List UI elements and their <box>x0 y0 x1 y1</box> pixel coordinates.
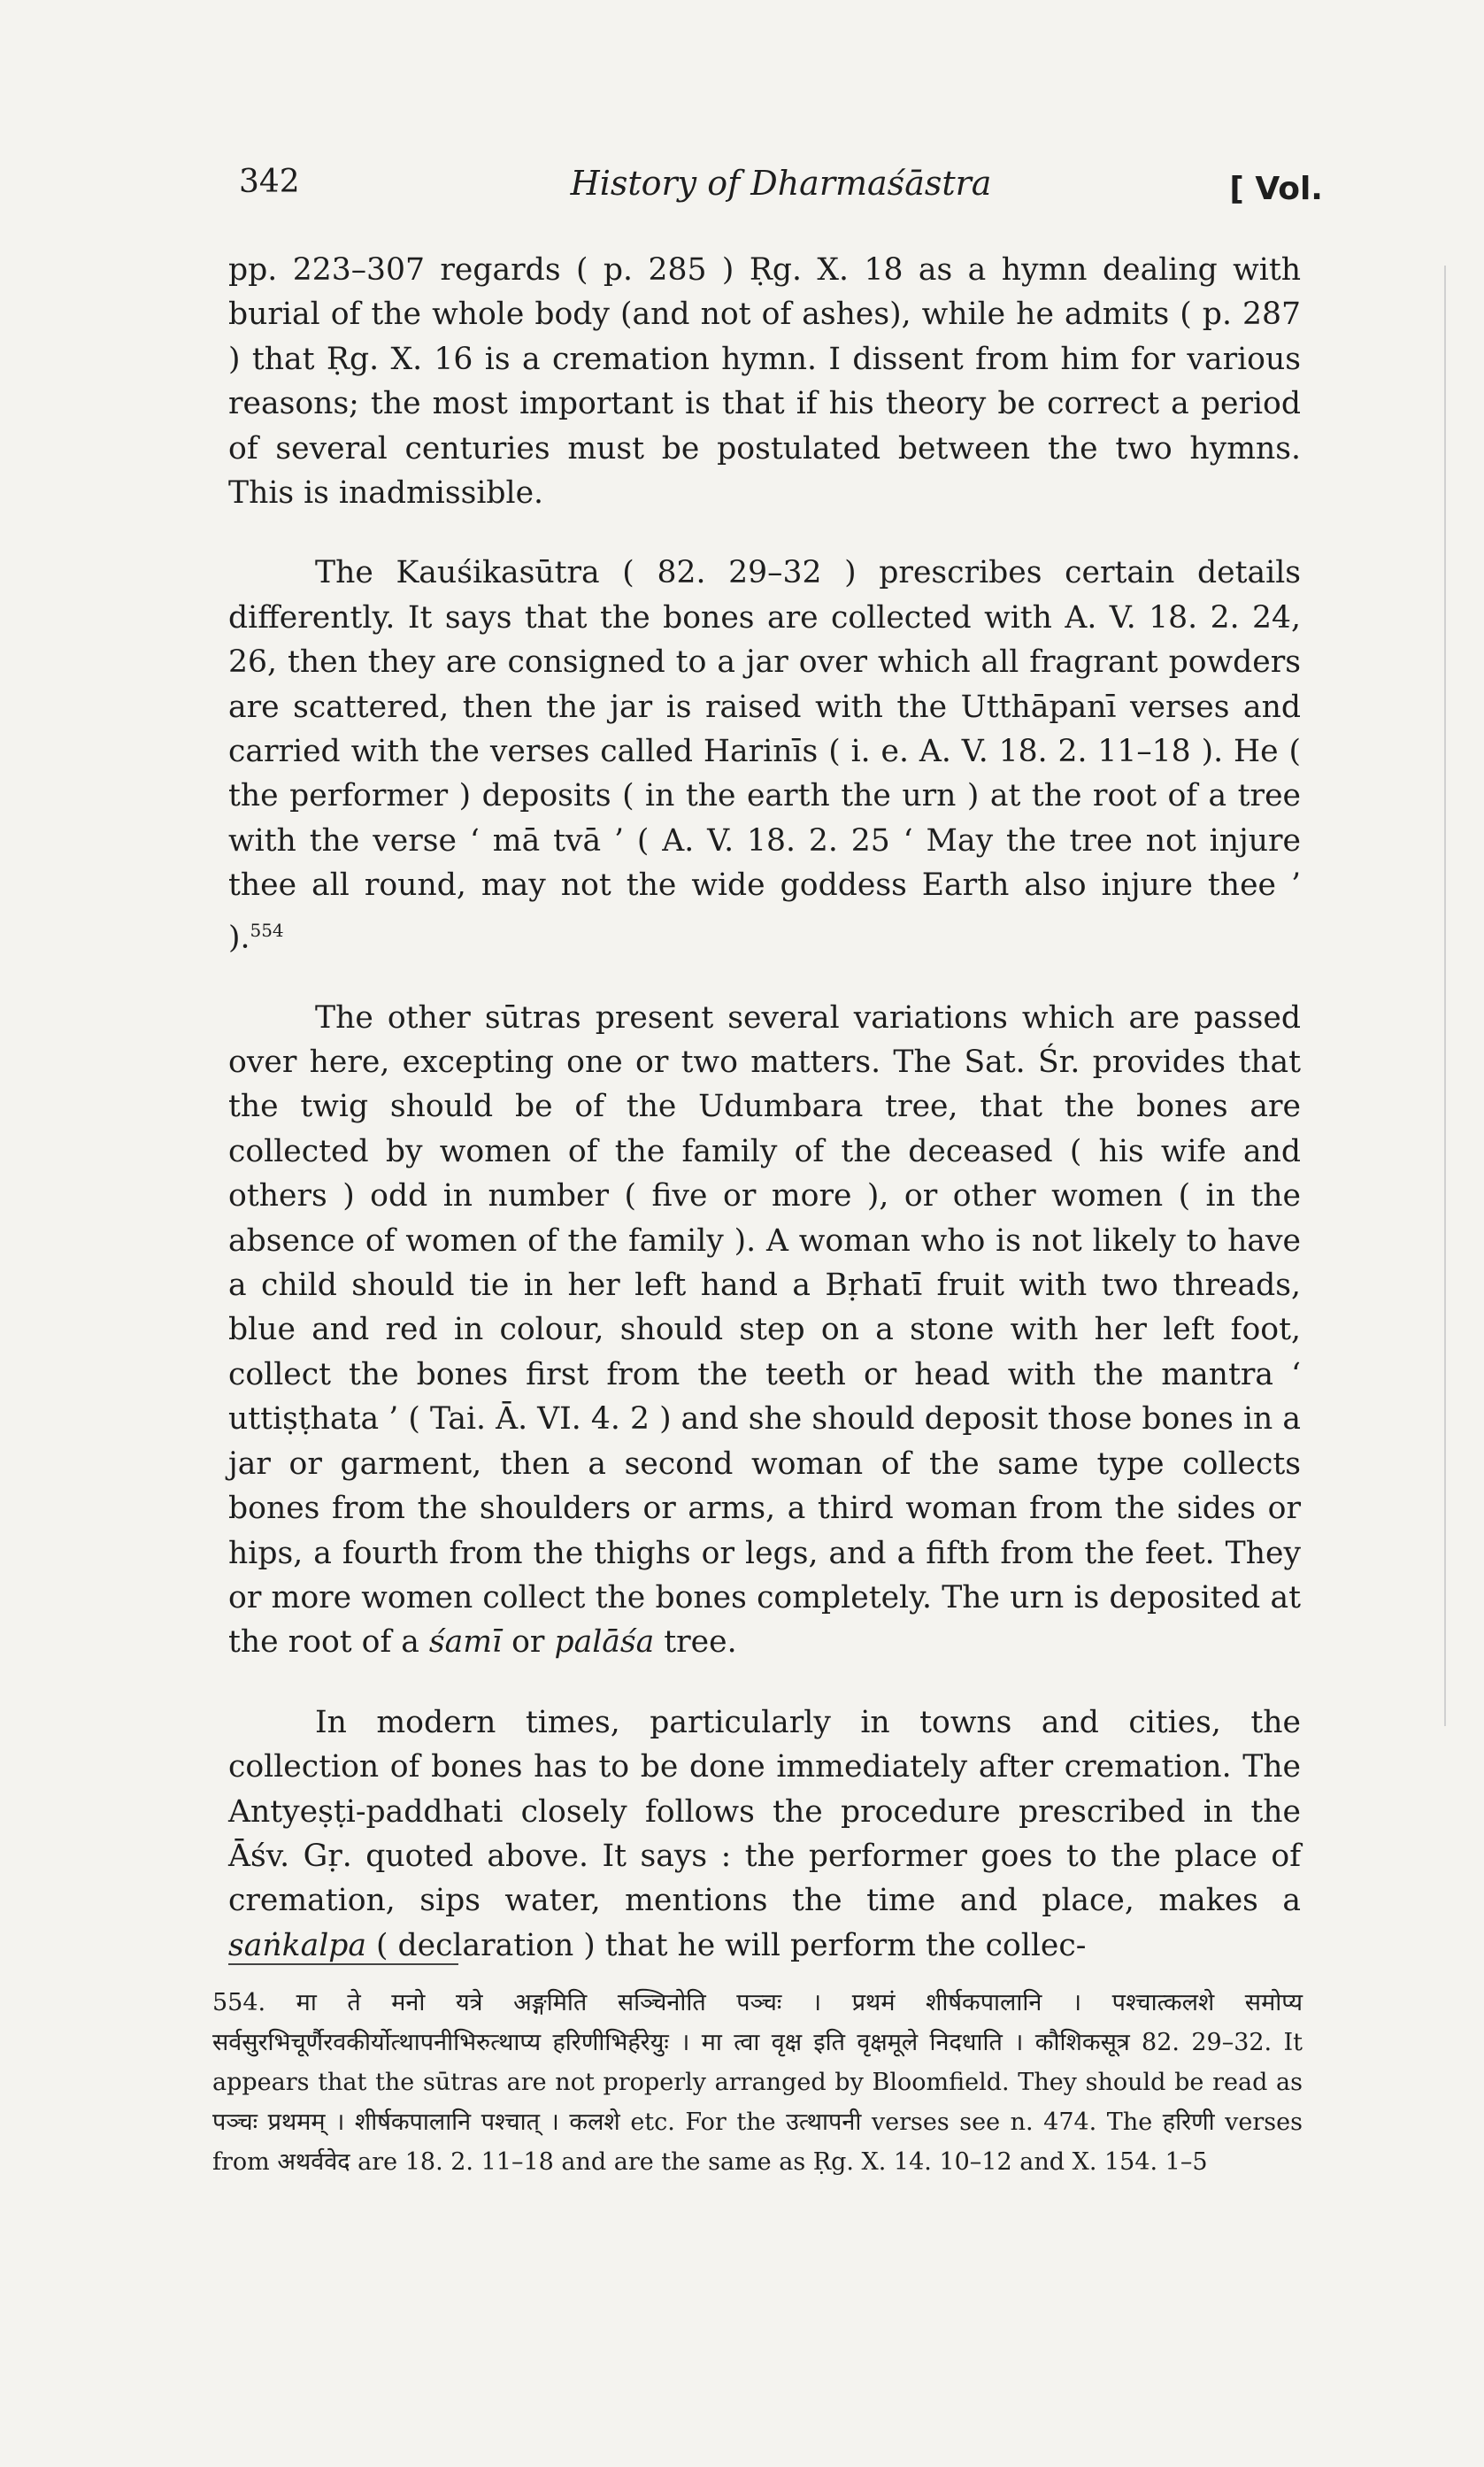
paragraph-2 <box>228 551 1301 960</box>
footnote-reference: 554 <box>250 919 284 941</box>
footnote-text: मा ते मनो यत्रे अङ्गमिति सञ्चिनोति पञ्चः । प्रथमं शीर्षकपालानि । पश्चात्कलशे समोप्य सर्वसुरभिचूर्णैरवकीर्योत्थापनीभिरुत्थाप्य हरिणीभिर्हरेयुः । मा त्वा वृक्ष इति वृक्षमूले निदधाति । कौशिकसूत्र 82. 29–32. It appears that the sūtras are not properly arranged by Bloomfield. They should be read as पञ्चः प्रथमम् । शीर्षकपालानि पश्चात् । कलशे etc. For the उत्थापनी verses see n. 474. The हरिणी verses from अथर्ववेद are 18. 2. 11–18 and are the same as Ṛg. X. 14. 10–12 and X. 154. 1–5 <box>212 1989 1303 2176</box>
running-title: History of Dharmaśāstra <box>570 164 992 203</box>
term-sami: śamī <box>428 1624 503 1661</box>
term-palasa: palāśa <box>554 1624 655 1661</box>
scan-margin-line <box>1444 266 1446 1726</box>
main-text <box>228 248 1301 1968</box>
paragraph-3-text: The other sūtras present several variations which are passed over here, excepting one or two matters. The Sat. Śr. provides that the twig should be of the Udumbara tree, that the bones are collected by women of the family of the deceased ( his wife and others ) odd in number ( five or more ), or other women ( in the absence of women of the family ). A woman who is not likely to have a child should tie in her left hand a Bṛhatī fruit with two threads, blue and red in colour, should step on a stone with her left foot, collect the bones first from the teeth or head with the mantra ‘ uttiṣṭhata ’ ( Tai. Ā. VI. 4. 2 ) and she should deposit those bones in a jar or garment, then a second woman of the same type collects bones from the shoulders or arms, a third woman from the sides or hips, a fourth from the thighs or legs, and a fifth from the feet. They or more women collect the bones completely. The urn is deposited at the root of a <box>228 999 1301 1661</box>
volume-label: [ Vol. <box>1229 171 1323 207</box>
paragraph-1: pp. 223–307 regards ( p. 285 ) Ṛg. X. 18 as a hymn dealing with burial of the whole body (and not of ashes), while he admits ( p. 287 ) that Ṛg. X. 16 is a cremation hymn. I dissent from him for various reasons; the most important is that if his theory be correct a period of several centuries must be postulated between the two hymns. This is inadmissible. <box>228 252 1301 512</box>
term-sankalpa: saṅkalpa <box>228 1927 367 1963</box>
paragraph-4-text: In modern times, particularly in towns and cities, the collection of bones has to be done immediately after cremation. The Antyeṣṭi-paddhati closely follows the procedure prescribed in the Āśv. Gṛ. quoted above. It says : the performer goes to the place of cremation, sips water, mentions the time and place, makes a <box>228 1704 1301 1919</box>
footnote-number: 554. <box>212 1989 266 2016</box>
page-number: 342 <box>239 164 300 200</box>
paragraph-4-end: ( declaration ) that he will perform the collec- <box>366 1927 1087 1963</box>
paragraph-3-end: tree. <box>654 1624 737 1661</box>
page-header <box>239 164 1323 217</box>
footnote-554 <box>212 1983 1303 2182</box>
paragraph-3 <box>228 996 1301 1665</box>
paragraph-4 <box>228 1700 1301 1968</box>
paragraph-2-text: The Kauśikasūtra ( 82. 29–32 ) prescribes certain details differently. It says that the bones are collected with A. V. 18. 2. 24, 26, then they are consigned to a jar over which all fragrant powders are scattered, then the jar is raised with the Utthāpanī verses and carried with the verses called Harinīs ( i. e. A. V. 18. 2. 11–18 ). He ( the performer ) deposits ( in the earth the urn ) at the root of a tree with the verse ‘ mā tvā ’ ( A. V. 18. 2. 25 ‘ May the tree not injure thee all round, may not the wide goddess Earth also injure thee ’ ). <box>228 555 1301 956</box>
connector-or: or <box>502 1624 555 1661</box>
footnote-rule <box>228 1963 458 1965</box>
